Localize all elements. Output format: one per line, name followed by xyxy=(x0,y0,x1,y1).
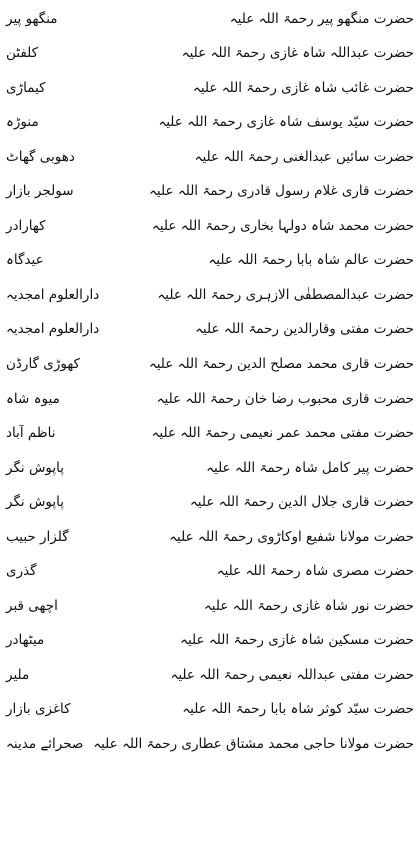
list-row xyxy=(0,417,420,452)
place-name: عیدگاہ xyxy=(6,252,44,269)
saint-name: حضرت قاری جلال الدین رحمۃ اللہ علیہ xyxy=(189,494,414,511)
place-name: کلفٹن xyxy=(6,45,39,62)
list-row xyxy=(0,555,420,590)
place-name: دھوبی گھاٹ xyxy=(6,148,75,165)
place-name: گذری xyxy=(6,563,37,580)
list-row xyxy=(0,140,420,175)
place-name: دارالعلوم امجدیہ xyxy=(6,321,100,338)
saint-name: حضرت مفتی محمد عمر نعیمی رحمۃ اللہ علیہ xyxy=(151,425,414,442)
list-row xyxy=(0,347,420,382)
saint-name: حضرت سیّد یوسف شاہ غازی رحمۃ اللہ علیہ xyxy=(158,114,414,131)
place-name: صحرائے مدینہ xyxy=(6,736,84,752)
place-name: میٹھادر xyxy=(6,632,45,649)
saint-name: حضرت قاری محبوب رضا خان رحمۃ اللہ علیہ xyxy=(156,390,414,407)
shrines-list xyxy=(0,2,420,866)
place-name: گلزار حبیب xyxy=(6,528,69,545)
saint-name: حضرت سیّد کوثر شاہ بابا رحمۃ اللہ علیہ xyxy=(182,701,414,718)
list-row xyxy=(0,2,420,37)
list-row xyxy=(0,693,420,728)
saint-name: حضرت قاری محمد مصلح الدین رحمۃ اللہ علیہ xyxy=(148,355,414,372)
list-row xyxy=(0,175,420,210)
place-name: منوڑہ xyxy=(6,114,39,131)
place-name: کھارادر xyxy=(6,217,46,234)
list-row xyxy=(0,727,420,762)
saint-name: حضرت مفتی وقارالدین رحمۃ اللہ علیہ xyxy=(195,321,414,338)
place-name: ناظم آباد xyxy=(6,425,56,442)
place-name: کاغزی بازار xyxy=(6,701,71,718)
list-row xyxy=(0,520,420,555)
place-name: دارالعلوم امجدیہ xyxy=(6,286,100,303)
list-row xyxy=(0,106,420,141)
list-row xyxy=(0,486,420,521)
list-row xyxy=(0,589,420,624)
saint-name: حضرت عبداللہ شاہ غازی رحمۃ اللہ علیہ xyxy=(181,45,414,62)
place-name: ملیر xyxy=(6,666,30,683)
saint-name: حضرت مولانا شفیع اوکاڑوی رحمۃ اللہ علیہ xyxy=(169,528,414,545)
list-row xyxy=(0,624,420,659)
list-row xyxy=(0,658,420,693)
saint-name: حضرت عبدالمصطفٰی الازہری رحمۃ اللہ علیہ xyxy=(157,286,414,303)
saint-name: حضرت غائب شاہ غازی رحمۃ اللہ علیہ xyxy=(192,79,414,96)
place-name: منگھو پیر xyxy=(6,10,58,27)
list-row xyxy=(0,71,420,106)
saint-name: حضرت عالم شاہ بابا رحمۃ اللہ علیہ xyxy=(208,252,414,269)
place-name: میوہ شاہ xyxy=(6,390,60,407)
list-row xyxy=(0,382,420,417)
place-name: کھوڑی گارڈن xyxy=(6,355,80,372)
place-name: پاپوش نگر xyxy=(6,459,65,476)
list-row xyxy=(0,37,420,72)
saint-name: حضرت منگھو پیر رحمۃ اللہ علیہ xyxy=(229,10,414,27)
list-row xyxy=(0,244,420,279)
saint-name: حضرت مصری شاہ رحمۃ اللہ علیہ xyxy=(216,563,414,580)
saint-name: حضرت مسکین شاہ غازی رحمۃ اللہ علیہ xyxy=(180,632,414,649)
place-name: اچھی قبر xyxy=(6,597,58,614)
place-name: سولجر بازار xyxy=(6,183,74,200)
place-name: پاپوش نگر xyxy=(6,494,65,511)
saint-name: حضرت قاری غلام رسول قادری رحمۃ اللہ علیہ xyxy=(149,183,414,200)
list-row xyxy=(0,209,420,244)
saint-name: حضرت محمد شاہ دولہا بخاری رحمۃ اللہ علیہ xyxy=(151,217,414,234)
list-row xyxy=(0,313,420,348)
place-name: کیماڑی xyxy=(6,79,46,96)
saint-name: حضرت پیر کامل شاہ رحمۃ اللہ علیہ xyxy=(206,459,414,476)
saint-name: حضرت مولانا حاجی محمد مشتاق عطاری رحمۃ اللہ علیہ xyxy=(93,736,414,752)
list-row xyxy=(0,451,420,486)
saint-name: حضرت سائیں عبدالغنی رحمۃ اللہ علیہ xyxy=(194,148,414,165)
list-row xyxy=(0,278,420,313)
saint-name: حضرت نور شاہ غازی رحمۃ اللہ علیہ xyxy=(203,597,414,614)
saint-name: حضرت مفتی عبداللہ نعیمی رحمۃ اللہ علیہ xyxy=(170,666,414,683)
